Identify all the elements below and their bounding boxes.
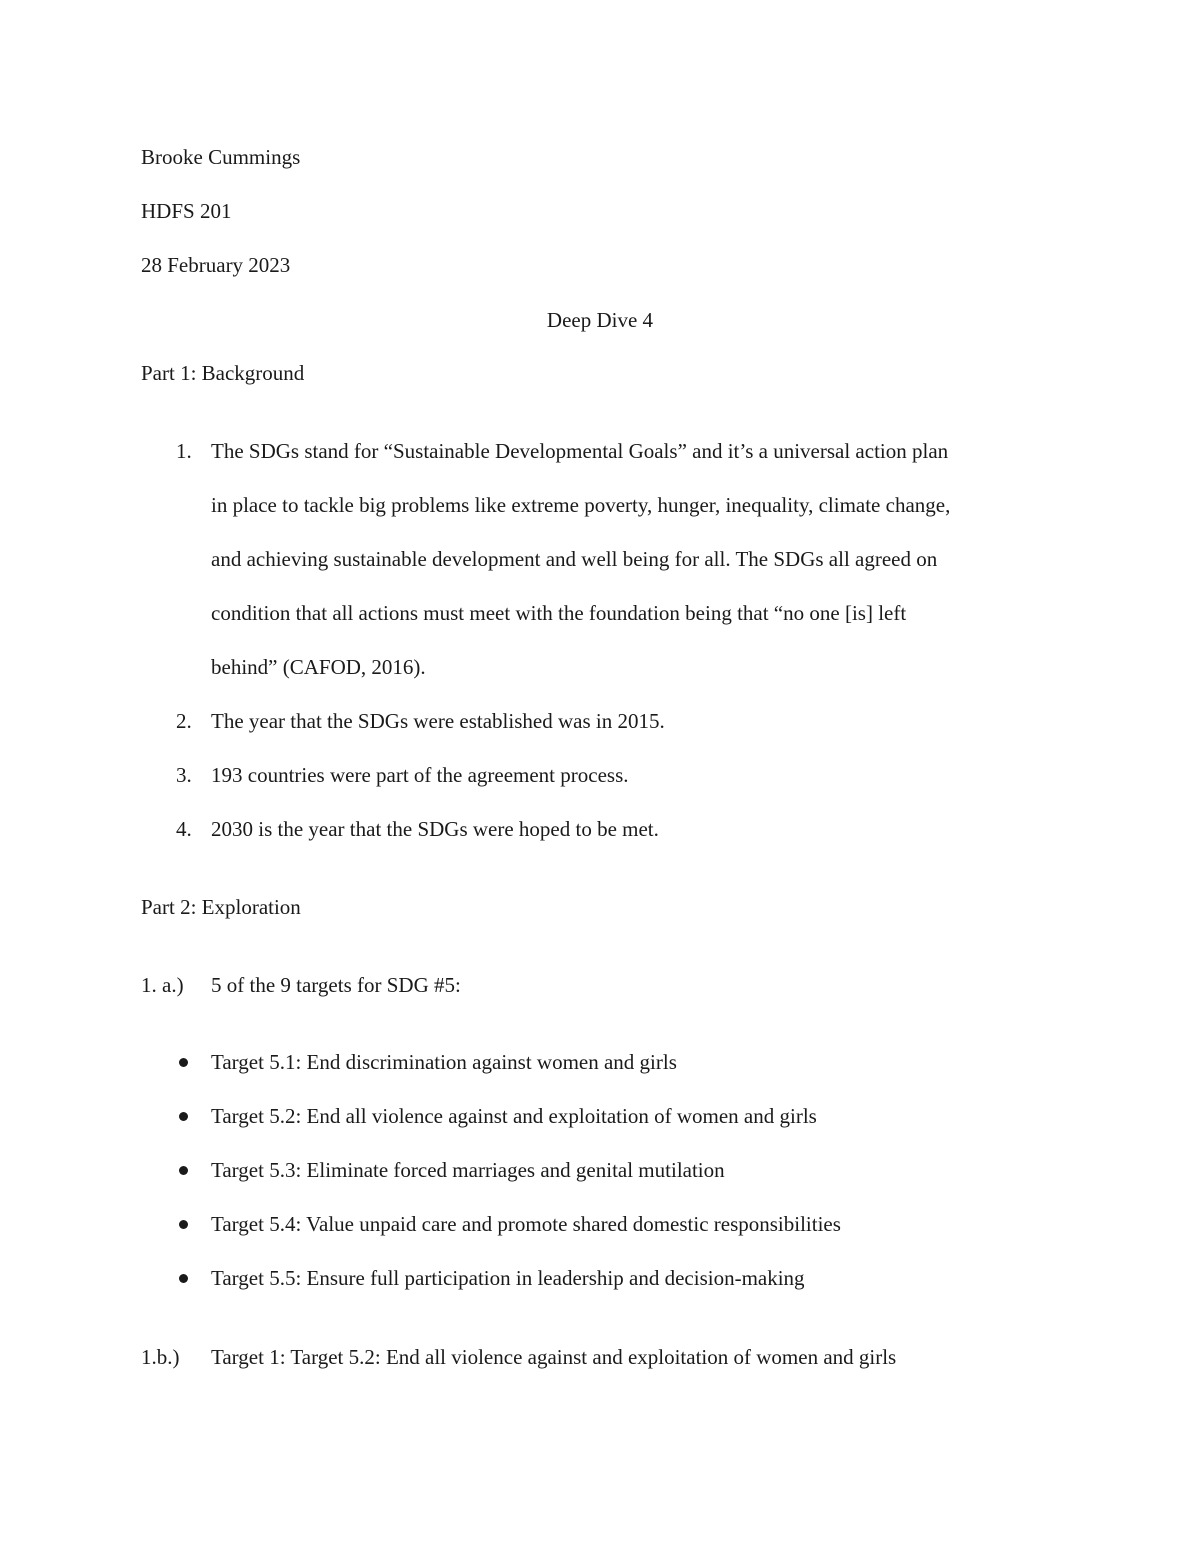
list-item-line: The year that the SDGs were established was in 2015. <box>211 709 665 733</box>
document-title: Deep Dive 4 <box>546 308 654 332</box>
target-text: Target 5.4: Value unpaid care and promote shared domestic responsibilities <box>211 1212 841 1236</box>
bullet-icon <box>179 1274 188 1283</box>
document-date: 28 February 2023 <box>141 253 291 277</box>
list-item-line: in place to tackle big problems like extreme poverty, hunger, inequality, climate change, <box>211 493 951 517</box>
course-name: HDFS 201 <box>141 199 232 223</box>
part2-heading: Part 2: Exploration <box>141 895 301 919</box>
target-text: Target 5.2: End all violence against and exploitation of women and girls <box>211 1104 817 1128</box>
target-text: Target 5.5: Ensure full participation in leadership and decision-making <box>211 1266 805 1290</box>
bullet-icon <box>179 1112 188 1121</box>
list-number: 4. <box>176 817 192 841</box>
bullet-icon <box>179 1220 188 1229</box>
bullet-icon <box>179 1058 188 1067</box>
list-item-line: The SDGs stand for “Sustainable Developmental Goals” and it’s a universal action plan <box>211 439 949 463</box>
list-item-line: condition that all actions must meet with the foundation being that “no one [is] left <box>211 601 907 625</box>
question-1a-text: 5 of the 9 targets for SDG #5: <box>211 973 461 997</box>
list-item-line: and achieving sustainable development and well being for all. The SDGs all agreed on <box>211 547 938 571</box>
list-item-line: 2030 is the year that the SDGs were hoped to be met. <box>211 817 659 841</box>
bullet-icon <box>179 1166 188 1175</box>
author-name: Brooke Cummings <box>141 145 301 169</box>
list-number: 2. <box>176 709 192 733</box>
part1-heading: Part 1: Background <box>141 361 305 385</box>
question-1b-label: 1.b.) <box>141 1345 180 1369</box>
list-item-line: behind” (CAFOD, 2016). <box>211 655 426 679</box>
question-1b-text: Target 1: Target 5.2: End all violence against and exploitation of women and girls <box>211 1345 897 1369</box>
target-text: Target 5.3: Eliminate forced marriages and genital mutilation <box>211 1158 725 1182</box>
list-item-line: 193 countries were part of the agreement process. <box>211 763 629 787</box>
question-1a-label: 1. a.) <box>141 973 184 997</box>
list-number: 1. <box>176 439 192 463</box>
list-number: 3. <box>176 763 192 787</box>
target-text: Target 5.1: End discrimination against women and girls <box>211 1050 677 1074</box>
